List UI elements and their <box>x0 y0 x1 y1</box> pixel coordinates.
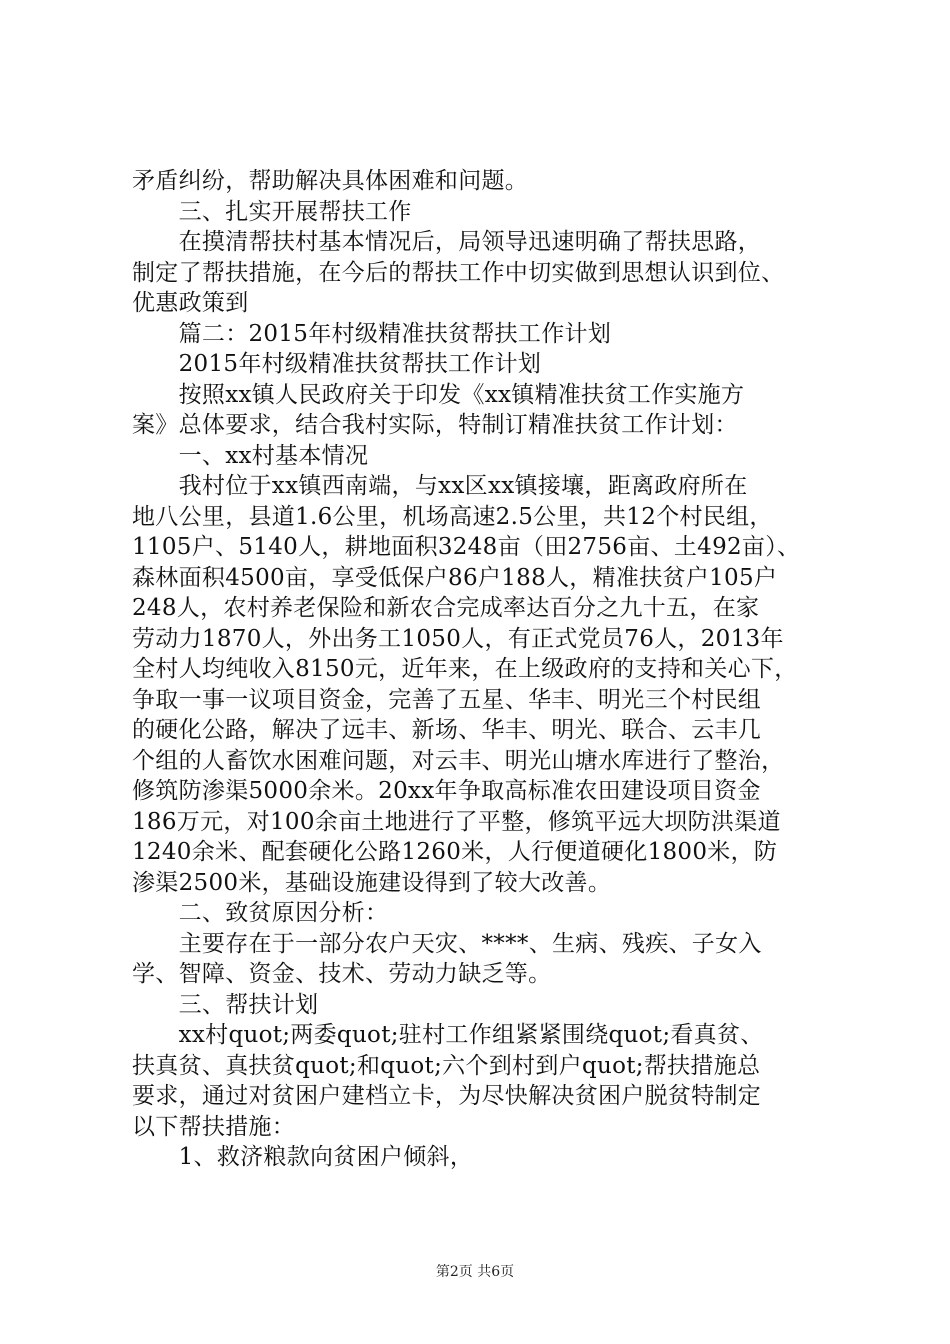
text-line: 劳动力1870人，外出务工1050人，有正式党员76人，2013年 <box>132 625 784 652</box>
section-heading: 二、致贫原因分析： <box>132 900 389 926</box>
body-text <box>132 166 832 1173</box>
section-heading: 三、帮扶计划 <box>132 991 319 1018</box>
text-line: 在摸清帮扶村基本情况后，局领导迅速明确了帮扶思路， <box>132 229 762 255</box>
text-line: 渗渠2500米，基础设施建设得到了较大改善。 <box>132 869 612 896</box>
text-line: 矛盾纠纷，帮助解决具体困难和问题。 <box>132 168 529 194</box>
text-line: 主要存在于一部分农户天灾、****、生病、残疾、子女入 <box>132 930 762 957</box>
text-line: 以下帮扶措施： <box>132 1113 296 1140</box>
text-line: 优惠政策到 <box>132 290 249 316</box>
text-line: xx村quot;两委quot;驻村工作组紧紧围绕quot;看真贫、 <box>132 1022 764 1048</box>
text-line: 学、智障、资金、技术、劳动力缺乏等。 <box>132 961 552 987</box>
document-title: 2015年村级精准扶贫帮扶工作计划 <box>132 351 542 377</box>
text-line: 扶真贫、真扶贫quot;和quot;六个到村到户quot;帮扶措施总 <box>132 1052 761 1079</box>
text-line: 地八公里，县道1.6公里，机场高速2.5公里，共12个村民组， <box>132 503 773 530</box>
text-line: 的硬化公路，解决了远丰、新场、华丰、明光、联合、云丰几 <box>132 717 762 743</box>
text-line: 修筑防渗渠5000余米。20xx年争取高标准农田建设项目资金 <box>132 778 761 804</box>
section-heading: 一、xx村基本情况 <box>132 442 369 469</box>
text-line: 要求，通过对贫困户建档立卡，为尽快解决贫困户脱贫特制定 <box>132 1083 762 1109</box>
text-line: 全村人均纯收入8150元，近年来，在上级政府的支持和关心下， <box>132 656 798 682</box>
list-item: 1、救济粮款向贫困户倾斜， <box>132 1144 474 1170</box>
text-line: 案》总体要求，结合我村实际，特制订精准扶贫工作计划： <box>132 412 738 438</box>
page-footer <box>0 1262 950 1282</box>
text-line: 争取一事一议项目资金，完善了五星、华丰、明光三个村民组 <box>132 686 762 713</box>
text-line: 我村位于xx镇西南端，与xx区xx镇接壤，距离政府所在 <box>132 473 748 499</box>
text-line: 248人，农村养老保险和新农合完成率达百分之九十五，在家 <box>132 595 760 621</box>
section-heading: 三、扎实开展帮扶工作 <box>132 198 412 225</box>
text-line: 森林面积4500亩，享受低保户86户188人，精准扶贫户105户 <box>132 564 778 591</box>
text-line: 按照xx镇人民政府关于印发《xx镇精准扶贫工作实施方 <box>132 381 745 408</box>
text-line: 个组的人畜饮水困难问题，对云丰、明光山塘水库进行了整治， <box>132 747 785 774</box>
chapter-heading: 篇二：2015年村级精准扶贫帮扶工作计划 <box>132 320 612 347</box>
text-line: 1105户、5140人，耕地面积3248亩（田2756亩、土492亩）、 <box>132 534 801 560</box>
text-line: 186万元，对100余亩土地进行了平整，修筑平远大坝防洪渠道 <box>132 808 781 835</box>
text-line: 1240余米、配套硬化公路1260米，人行便道硬化1800米，防 <box>132 839 778 865</box>
page-number: 第2页 共6页 <box>435 1264 515 1280</box>
text-line: 制定了帮扶措施，在今后的帮扶工作中切实做到思想认识到位、 <box>132 259 785 286</box>
